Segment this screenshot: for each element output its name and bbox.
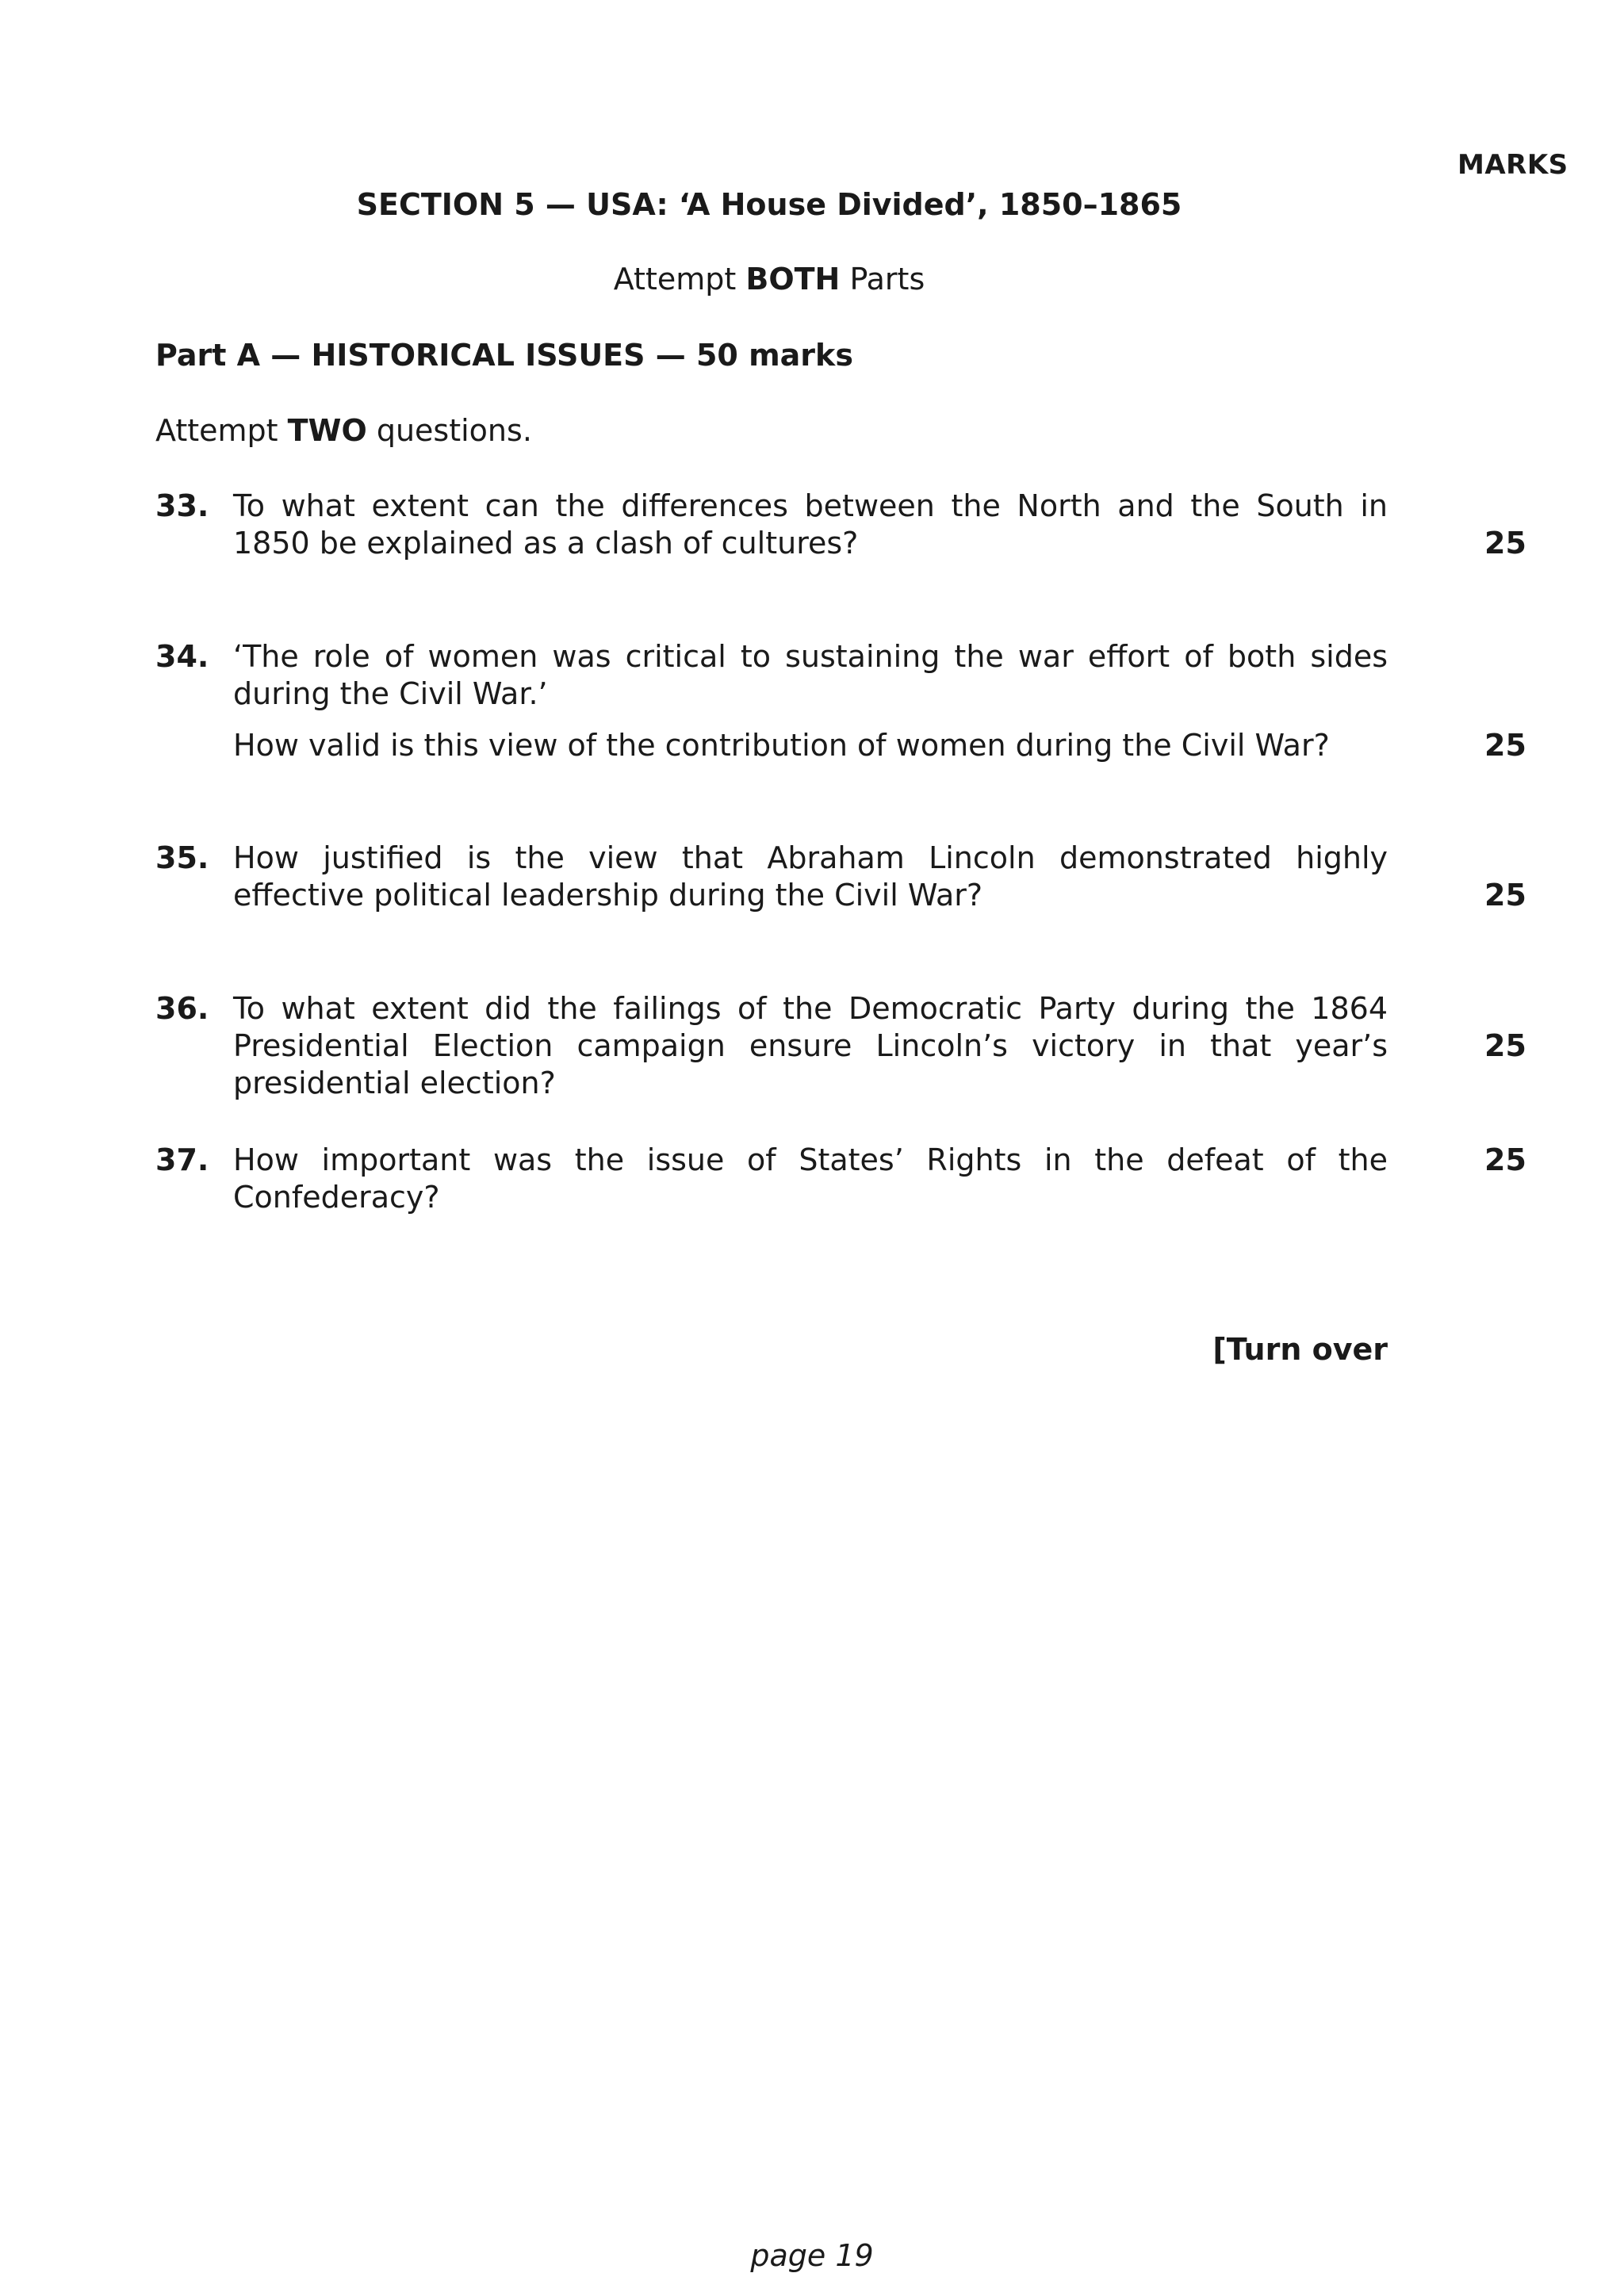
question-text [233, 840, 1388, 914]
question-number: 36. [155, 991, 209, 1026]
question-paragraph: How important was the issue of States’ Rights in the defeat of the Confederacy? [233, 1142, 1388, 1215]
question-text [233, 488, 1388, 562]
question-marks: 25 [1484, 1028, 1526, 1063]
instruction-suffix: Parts [840, 262, 925, 297]
question-marks: 25 [1484, 878, 1526, 913]
question-text [233, 1142, 1388, 1216]
section-title: SECTION 5 — USA: ‘A House Divided’, 1850–1865 [356, 187, 1182, 222]
question-marks: 25 [1484, 526, 1526, 561]
question-paragraph: ‘The role of women was critical to sustaining the war effort of both sides during the Civil War.’ [233, 639, 1388, 711]
question-marks: 25 [1484, 728, 1526, 763]
marks-column-header: MARKS [1457, 149, 1568, 181]
part-a-title: Part A — HISTORICAL ISSUES — 50 marks [155, 338, 853, 373]
question-text [233, 990, 1388, 1102]
question-marks: 25 [1484, 1142, 1526, 1177]
instruction-prefix: Attempt [613, 262, 746, 297]
attempt-two-instruction [155, 413, 532, 448]
question-paragraph: How valid is this view of the contribution of women during the Civil War? [233, 728, 1330, 763]
question-number: 34. [155, 639, 209, 674]
question-number: 35. [155, 840, 209, 875]
question-paragraph: To what extent did the failings of the Democratic Party during the 1864 Presidential Election campaign ensure Lincoln’s victory in that year’s presidential election? [233, 991, 1388, 1100]
question-paragraph: To what extent can the differences between the North and the South in 1850 be explained as a clash of cultures? [233, 488, 1388, 561]
instruction-suffix: questions. [366, 413, 532, 448]
question-number: 37. [155, 1142, 209, 1177]
instruction-emphasis: TWO [287, 413, 367, 448]
attempt-both-instruction [0, 262, 1538, 297]
question-number: 33. [155, 488, 209, 523]
question-text [233, 638, 1388, 764]
instruction-prefix: Attempt [155, 413, 288, 448]
question-paragraph: How justified is the view that Abraham Lincoln demonstrated highly effective political leadership during the Civil War? [233, 840, 1388, 913]
instruction-emphasis: BOTH [745, 262, 841, 297]
turn-over-note: [Turn over [1212, 1332, 1388, 1367]
page-number: page 19 [750, 2238, 874, 2273]
